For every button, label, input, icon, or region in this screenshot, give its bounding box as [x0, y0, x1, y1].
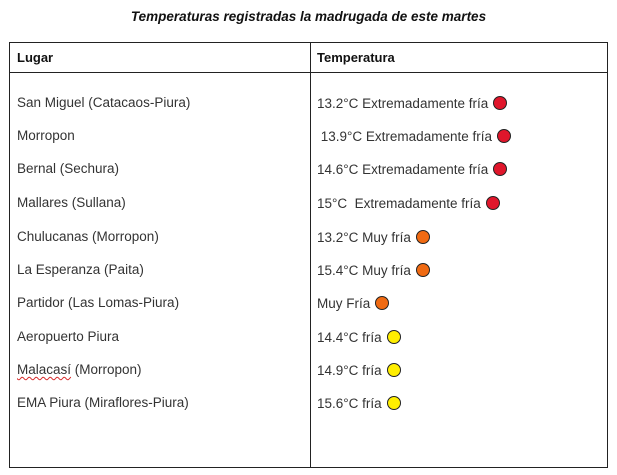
temperature-value: 15.6°C fría [317, 395, 382, 411]
table-row [10, 93, 607, 113]
place-name: Partidor (Las Lomas-Piura) [17, 295, 180, 310]
temperature-value: 15°C Extremadamente fría [317, 195, 481, 211]
temperature-cell [317, 159, 507, 179]
temperature-value: 15.4°C Muy fría [317, 262, 411, 278]
place-name: EMA Piura (Miraflores-Piura) [17, 395, 189, 410]
place-name: La Esperanza (Paita) [17, 262, 144, 277]
table-row [10, 260, 607, 280]
orange-circle-icon [416, 263, 430, 277]
temperature-value: 14.6°C Extremadamente fría [317, 161, 489, 177]
temperature-cell [317, 293, 389, 313]
temperature-table [9, 42, 608, 468]
table-row [10, 126, 607, 146]
temperature-cell [317, 227, 430, 247]
red-circle-icon [493, 96, 507, 110]
place-name: Aeropuerto Piura [17, 329, 120, 344]
yellow-circle-icon [387, 396, 401, 410]
place-name: Mallares (Sullana) [17, 195, 126, 210]
temperature-cell [317, 393, 401, 413]
place-name-rest: (Morropon) [71, 362, 142, 377]
table-row [10, 227, 607, 247]
temperature-value: Muy Fría [317, 295, 371, 311]
place-name: Chulucanas (Morropon) [17, 229, 159, 244]
document-title: Temperaturas registradas la madrugada de este martes [130, 9, 487, 24]
orange-circle-icon [416, 230, 430, 244]
table-row [10, 360, 607, 380]
temperature-value: 14.9°C fría [317, 362, 382, 378]
yellow-circle-icon [387, 363, 401, 377]
temperature-value: 13.2°C Muy fría [317, 229, 411, 245]
temperature-value: 13.2°C Extremadamente fría [317, 95, 489, 111]
place-name [17, 362, 142, 377]
orange-circle-icon [375, 296, 389, 310]
temperature-cell [317, 360, 401, 380]
table-row [10, 293, 607, 313]
yellow-circle-icon [387, 330, 401, 344]
header-lugar: Lugar [17, 50, 54, 65]
table-row [10, 327, 607, 347]
table-row [10, 393, 607, 413]
temperature-value: 13.9°C Extremadamente fría [317, 128, 492, 144]
header-divider [10, 72, 607, 73]
red-circle-icon [493, 162, 507, 176]
table-row [10, 193, 607, 213]
place-name: San Miguel (Catacaos-Piura) [17, 95, 191, 110]
temperature-cell [317, 327, 401, 347]
temperature-cell [317, 260, 430, 280]
table-row [10, 159, 607, 179]
spellcheck-underlined-word: Malacasí [17, 362, 72, 377]
temperature-value: 14.4°C fría [317, 329, 382, 345]
red-circle-icon [486, 196, 500, 210]
temperature-cell [317, 126, 511, 146]
temperature-cell [317, 193, 500, 213]
place-name: Bernal (Sechura) [17, 161, 120, 176]
temperature-cell [317, 93, 507, 113]
header-temperatura: Temperatura [317, 50, 395, 65]
place-name: Morropon [17, 128, 75, 143]
red-circle-icon [497, 129, 511, 143]
